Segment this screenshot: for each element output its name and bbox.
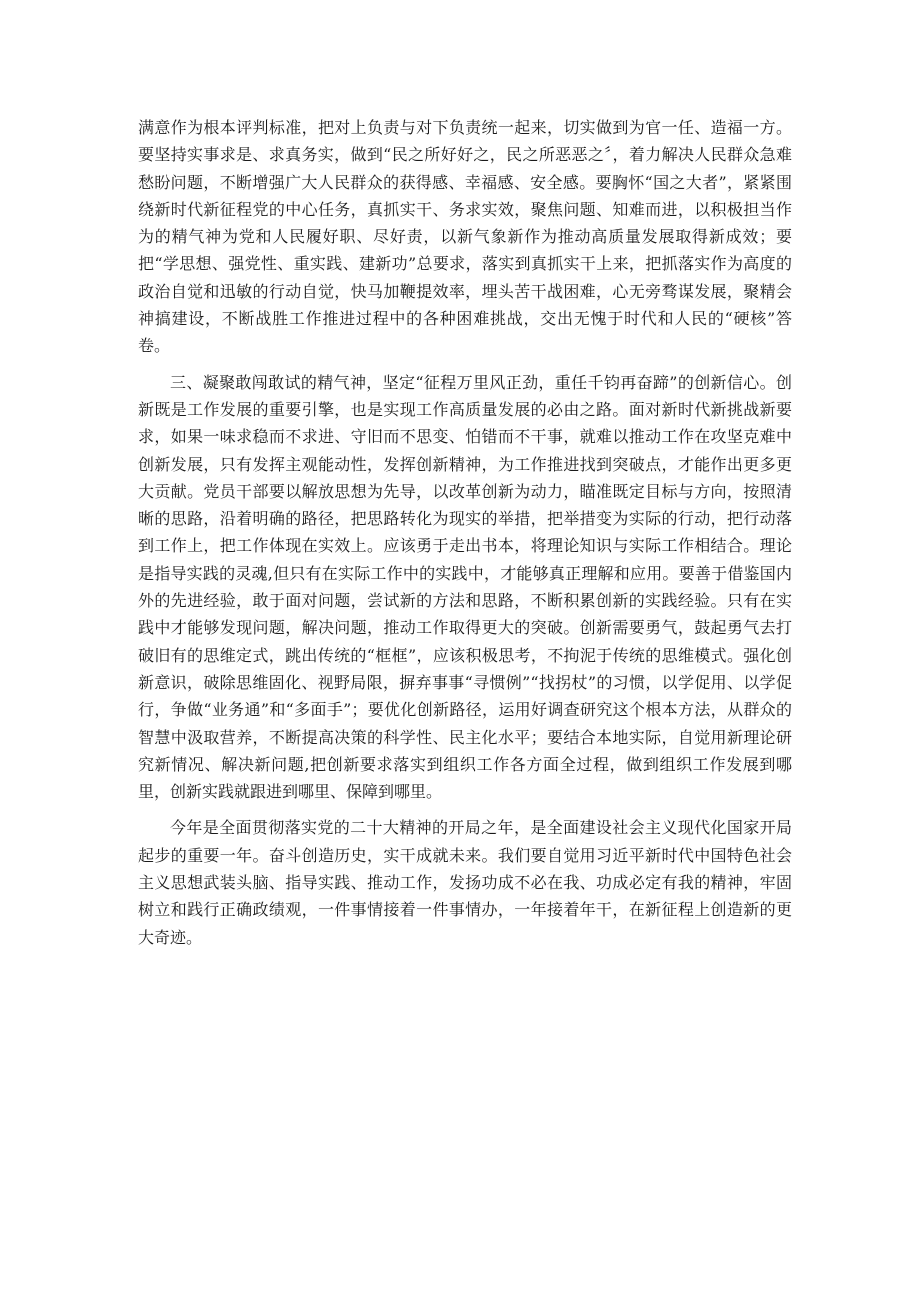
- paragraph-3: 今年是全面贯彻落实党的二十大精神的开局之年，是全面建设社会主义现代化国家开局起步的重要一年。奋斗创造历史，实干成就未来。我们要自觉用习近平新时代中国特色社会主义思想武装头脑、指导实践、推动工作，发扬功成不必在我、功成必定有我的精神，牢固树立和践行正确政绩观，一件事情接着一件事情办，一年接着年干，在新征程上创造新的更大奇迹。: [138, 818, 792, 947]
- paragraph-2: 三、凝聚敢闯敢试的精气神，坚定“征程万里风正劲，重任千钧再奋蹄”的创新信心。创新既是工作发展的重要引擎，也是实现工作高质量发展的必由之路。面对新时代新挑战新要求，如果一味求稳而不求进、守旧而不思变、怕错而不干事，就难以推动工作在攻坚克难中创新发展，只有发挥主观能动性，发挥创新精神，为工作推进找到突破点，才能作出更多更大贡献。党员干部要以解放思想为先导，以改革创新为动力，瞄准既定目标与方向，按照清晰的思路，沿着明确的路径，把思路转化为现实的举措，把举措变为实际的行动，把行动落到工作上，把工作体现在实效上。应该勇于走出书本，将理论知识与实际工作相结合。理论是指导实践的灵魂,但只有在实际工作中的实践中，才能够真正理解和应用。要善于借鉴国内外的先进经验，敢于面对问题，尝试新的方法和思路，不断积累创新的实践经验。只有在实践中才能够发现问题，解决问题，推动工作取得更大的突破。创新需要勇气，鼓起勇气去打破旧有的思维定式，跳出传统的“框框”，应该积极思考，不拘泥于传统的思维模式。强化创新意识，破除思维固化、视野局限，摒弃事事“寻惯例”“找拐杖”的习惯，以学促用、以学促行，争做“业务通”和“多面手”；要优化创新路径，运用好调查研究这个根本方法，从群众的智慧中汲取营养，不断提高决策的科学性、民主化水平；要结合本地实际，自觉用新理论研究新情况、解决新问题,把创新要求落实到组织工作各方面全过程，做到组织工作发展到哪里，创新实践就跟进到哪里、保障到哪里。: [138, 372, 792, 802]
- paragraph-1: 满意作为根本评判标准，把对上负责与对下负责统一起来，切实做到为官一任、造福一方。要坚持实事求是、求真务实，做到“民之所好好之，民之所恶恶之〞，着力解决人民群众急难愁盼问题，不断增强广大人民群众的获得感、幸福感、安全感。要胸怀“国之大者”，紧紧围绕新时代新征程党的中心任务，真抓实干、务求实效，聚焦问题、知难而进，以积极担当作为的精气神为党和人民履好职、尽好责，以新气象新作为推动高质量发展取得新成效；要把“学思想、强党性、重实践、建新功”总要求，落实到真抓实干上来，把抓落实作为高度的政治自觉和迅敏的行动自觉，快马加鞭提效率，埋头苦干战困难，心无旁骛谋发展，聚精会神搞建设，不断战胜工作推进过程中的各种困难挑战，交出无愧于时代和人民的“硬核”答卷。: [138, 118, 792, 356]
- document-body: [138, 114, 792, 960]
